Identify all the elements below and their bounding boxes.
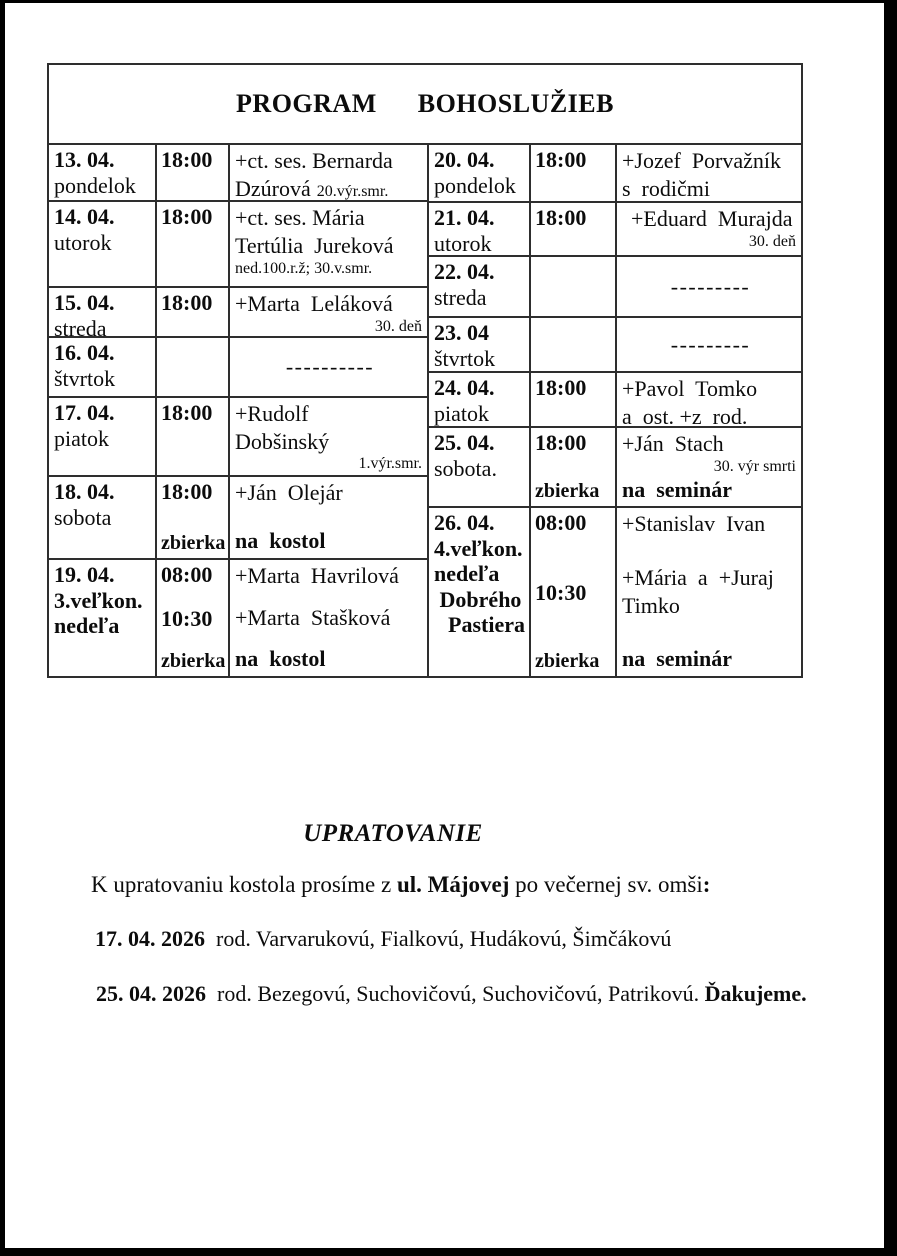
no-service-dashes: ---------- bbox=[285, 354, 375, 380]
note-label: 20.výr.smr. bbox=[316, 182, 389, 200]
intention-line: Tertúlia Jureková bbox=[235, 232, 394, 258]
service-row bbox=[429, 508, 801, 676]
intention-cell bbox=[617, 257, 801, 316]
intention-cell bbox=[230, 560, 427, 676]
date-cell bbox=[429, 428, 531, 506]
collection-label: zbierka bbox=[535, 480, 600, 502]
note-label: 1.výr.smr. bbox=[358, 455, 422, 473]
time-cell bbox=[531, 318, 617, 371]
cleaning-families: rod. Bezegovú, Suchovičovú, Suchovičovú, Patrikovú. bbox=[206, 981, 700, 1006]
cleaning-date: 17. 04. 2026 bbox=[95, 926, 205, 951]
table-body bbox=[49, 145, 801, 676]
service-row bbox=[49, 398, 427, 477]
date-label: 23. 04 bbox=[434, 320, 489, 345]
collection-target-label: na seminár bbox=[622, 477, 732, 503]
day-label: piatok bbox=[434, 400, 489, 426]
intention-cell bbox=[617, 428, 801, 506]
time-cell: 18:00 bbox=[531, 203, 617, 255]
intention-cell bbox=[617, 318, 801, 371]
intention-cell bbox=[230, 338, 427, 396]
time-cell bbox=[531, 508, 617, 676]
intention-group bbox=[622, 430, 799, 476]
cleaning-entry bbox=[96, 981, 807, 1007]
week-column-right bbox=[427, 145, 801, 676]
time-cell: 18:00 bbox=[531, 145, 617, 201]
intention-line: +Marta Leláková bbox=[235, 291, 393, 316]
date-label: 13. 04. bbox=[54, 147, 115, 172]
no-service-dashes: --------- bbox=[670, 273, 751, 299]
time-cell bbox=[157, 338, 230, 396]
table-title: PROGRAM BOHOSLUŽIEB bbox=[49, 65, 801, 145]
services-schedule-table bbox=[47, 63, 803, 678]
intention-line: +Jozef Porvažník bbox=[622, 148, 782, 173]
collection-target-label: na kostol bbox=[235, 646, 326, 672]
date-cell bbox=[49, 288, 157, 336]
time-cell bbox=[157, 477, 230, 558]
time-cell: 18:00 bbox=[157, 202, 230, 286]
intention-line: +ct. ses. Mária bbox=[235, 205, 365, 230]
intention-line: +Mária a +Juraj bbox=[622, 564, 774, 590]
feast-label: nedeľa bbox=[434, 561, 500, 587]
time-label: 08:00 bbox=[535, 510, 587, 535]
date-label: 22. 04. bbox=[434, 259, 495, 284]
collection-label: zbierka bbox=[161, 532, 226, 554]
date-cell bbox=[429, 508, 531, 676]
intention-line: Dzúrová 20.výr.smr. bbox=[235, 175, 389, 200]
intention-cell bbox=[617, 203, 801, 255]
cleaning-entry bbox=[95, 926, 671, 952]
day-label: utorok bbox=[434, 230, 492, 255]
date-cell bbox=[49, 477, 157, 558]
intention-line: +Ján Stach bbox=[622, 431, 724, 456]
time-cell bbox=[531, 428, 617, 506]
service-row bbox=[429, 203, 801, 257]
date-label: 26. 04. bbox=[434, 510, 495, 535]
date-cell bbox=[49, 560, 157, 676]
collection-label: zbierka bbox=[535, 650, 600, 672]
day-label: streda bbox=[54, 315, 107, 336]
time-label: 18:00 bbox=[535, 430, 587, 455]
date-label: 19. 04. bbox=[54, 562, 115, 587]
intention-line: s rodičmi bbox=[622, 175, 710, 201]
date-label: 18. 04. bbox=[54, 479, 115, 504]
cleaning-intro-text: K upratovaniu kostola prosíme z bbox=[91, 872, 397, 897]
feast-label: nedeľa bbox=[54, 613, 120, 639]
time-cell bbox=[157, 560, 230, 676]
time-cell: 18:00 bbox=[531, 373, 617, 426]
service-row bbox=[49, 560, 427, 676]
no-service-dashes: --------- bbox=[670, 331, 751, 357]
service-row bbox=[49, 145, 427, 202]
date-cell bbox=[49, 338, 157, 396]
feast-label: 3.veľkon. bbox=[54, 587, 143, 613]
date-label: 25. 04. bbox=[434, 430, 495, 455]
intention-cell bbox=[230, 288, 427, 336]
date-cell bbox=[49, 398, 157, 475]
note-label: 30. deň bbox=[374, 317, 422, 335]
day-label: štvrtok bbox=[54, 365, 116, 391]
service-row bbox=[429, 428, 801, 508]
intention-line: Timko bbox=[622, 592, 680, 618]
thanks-label: Ďakujeme. bbox=[699, 981, 807, 1006]
intention-group bbox=[622, 564, 799, 619]
cleaning-date: 25. 04. 2026 bbox=[96, 981, 206, 1006]
intention-cell bbox=[617, 145, 801, 201]
intention-cell bbox=[617, 373, 801, 426]
feast-label: Pastiera bbox=[448, 612, 525, 638]
cleaning-intro-colon: : bbox=[702, 872, 711, 897]
date-cell bbox=[429, 257, 531, 316]
time-label: 10:30 bbox=[535, 579, 587, 605]
time-cell bbox=[531, 257, 617, 316]
date-label: 15. 04. bbox=[54, 290, 115, 315]
feast-label: 4.veľkon. bbox=[434, 535, 523, 561]
date-label: 17. 04. bbox=[54, 400, 115, 425]
service-row bbox=[49, 338, 427, 398]
intention-line: +Ján Olejár bbox=[235, 480, 343, 505]
cleaning-intro-tail: po večernej sv. omši bbox=[509, 872, 703, 897]
date-cell bbox=[429, 203, 531, 255]
service-row bbox=[49, 288, 427, 338]
intention-line: +Pavol Tomko bbox=[622, 376, 758, 401]
intention-line: +Rudolf bbox=[235, 401, 309, 426]
intention-line: +Eduard Murajda bbox=[631, 206, 793, 231]
service-row bbox=[49, 202, 427, 288]
service-row bbox=[429, 318, 801, 373]
collection-target-label: na kostol bbox=[235, 528, 326, 554]
intention-line: +Stanislav Ivan bbox=[622, 511, 766, 536]
day-label: streda bbox=[434, 284, 487, 310]
note-label: 30. deň bbox=[748, 232, 796, 250]
cleaning-families: rod. Varvarukovú, Fialkovú, Hudákovú, Šimčákovú bbox=[205, 926, 672, 951]
day-label: sobota bbox=[54, 504, 112, 530]
day-label: utorok bbox=[54, 229, 112, 255]
day-label: sobota. bbox=[434, 455, 497, 481]
intention-line: Dobšinský bbox=[235, 428, 330, 454]
date-cell bbox=[429, 318, 531, 371]
feast-label: Dobrého bbox=[439, 586, 522, 612]
day-label: piatok bbox=[54, 425, 109, 451]
time-label: 18:00 bbox=[161, 479, 213, 504]
intention-cell bbox=[617, 508, 801, 676]
intention-line: +Marta Havrilová bbox=[235, 563, 399, 588]
date-cell bbox=[429, 145, 531, 201]
intention-cell bbox=[230, 398, 427, 475]
date-label: 20. 04. bbox=[434, 147, 495, 172]
intention-cell bbox=[230, 202, 427, 286]
week-column-left bbox=[49, 145, 427, 676]
date-label: 24. 04. bbox=[434, 375, 495, 400]
service-row bbox=[429, 257, 801, 318]
time-label: 08:00 bbox=[161, 562, 213, 587]
time-cell: 18:00 bbox=[157, 398, 230, 475]
service-row bbox=[429, 145, 801, 203]
date-cell bbox=[49, 202, 157, 286]
date-cell bbox=[429, 373, 531, 426]
service-row bbox=[49, 477, 427, 560]
cleaning-section-title: UPRATOVANIE bbox=[303, 820, 483, 847]
time-cell: 18:00 bbox=[157, 145, 230, 200]
collection-target-label: na seminár bbox=[622, 646, 732, 672]
intention-cell bbox=[230, 145, 427, 200]
day-label: pondelok bbox=[434, 172, 516, 198]
service-row bbox=[429, 373, 801, 428]
cleaning-intro bbox=[91, 872, 710, 898]
day-label: pondelok bbox=[54, 172, 136, 198]
note-label: ned.100.r.ž; 30.v.smr. bbox=[235, 260, 373, 278]
date-label: 16. 04. bbox=[54, 340, 115, 365]
intention-line: a ost. +z rod. bbox=[622, 403, 748, 426]
day-label: štvrtok bbox=[434, 345, 496, 371]
time-label: 10:30 bbox=[161, 605, 213, 631]
intention-cell bbox=[230, 477, 427, 558]
street-name: ul. Májovej bbox=[396, 872, 510, 897]
intention-line: +ct. ses. Bernarda bbox=[235, 148, 393, 173]
collection-label: zbierka bbox=[161, 650, 226, 672]
time-cell: 18:00 bbox=[157, 288, 230, 336]
note-label: 30. výr smrti bbox=[713, 457, 796, 475]
date-label: 21. 04. bbox=[434, 205, 495, 230]
date-cell bbox=[49, 145, 157, 200]
date-label: 14. 04. bbox=[54, 204, 115, 229]
intention-line: +Marta Stašková bbox=[235, 604, 391, 630]
